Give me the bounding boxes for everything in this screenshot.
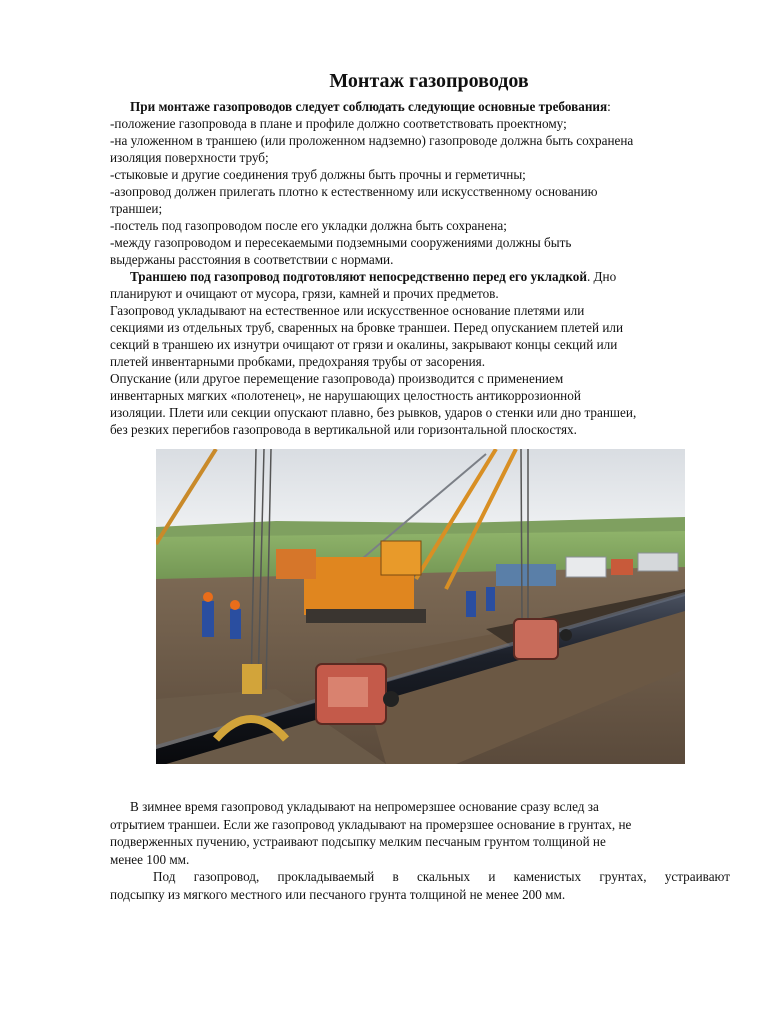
paragraph-line: инвентарных мягких «полотенец», не нарушающих целостность антикоррозионной — [110, 388, 581, 403]
requirement-line: -постель под газопроводом после его укладки должна быть сохранена; — [110, 218, 507, 233]
paragraph-line: без резких перегибов газопровода в вертикальной или горизонтальной плоскостях. — [110, 422, 577, 437]
paragraph-line: Опускание (или другое перемещение газопровода) производится с применением — [110, 371, 564, 386]
pipeline-construction-photo — [156, 449, 685, 764]
requirement-line: -на уложенном в траншею (или проложенном надземно) газопроводе должна быть сохранена — [110, 133, 634, 148]
paragraph-line: подсыпку из мягкого местного или песчаного грунта толщиной не менее 200 мм. — [110, 886, 566, 902]
paragraph-line: секций в траншею их изнутри очищают от грязи и окалины, закрывают концы секций или — [110, 337, 618, 352]
trench-rest: . Дно — [586, 269, 617, 284]
paragraph-line: Под газопровод, прокладываемый в скальных и каменистых грунтах, устраивают — [153, 869, 730, 884]
paragraph-line: В зимнее время газопровод укладывают на непромерзшее основание сразу вслед за — [130, 799, 599, 814]
trench-line — [110, 268, 730, 285]
intro-line — [110, 98, 730, 115]
trench-bold: Траншею под газопровод подготовляют непосредственно перед его укладкой — [130, 269, 587, 284]
paragraph-line: плетей инвентарными пробками, предохраняя трубы от засорения. — [110, 354, 486, 369]
requirement-line: -стыковые и другие соединения труб должны быть прочны и герметичны; — [110, 167, 526, 182]
intro-colon: : — [607, 99, 611, 114]
paragraph-line: Газопровод укладывают на естественное или искусственное основание плетями или — [110, 303, 585, 318]
paragraph-line: подверженных пучению, устраивают подсыпку мелким песчаным грунтом толщиной не — [110, 834, 606, 849]
paragraph-line: изоляции. Плети или секции опускают плавно, без рывков, ударов о стенки или дно траншеи, — [110, 405, 637, 420]
paragraph-line: планируют и очищают от мусора, грязи, камней и прочих предметов. — [110, 286, 499, 301]
requirement-line: -азопровод должен прилегать плотно к естественному или искусственному основанию — [110, 184, 598, 199]
requirements-section — [110, 98, 730, 438]
requirement-line: траншеи; — [110, 201, 163, 216]
page-title: Монтаж газопроводов — [329, 70, 529, 92]
paragraph-line: секциями из отдельных труб, сваренных на бровке траншеи. Перед опусканием плетей или — [110, 320, 624, 335]
paragraph-line: отрытием траншеи. Если же газопровод укладывают на промерзшее основание в грунтах, не — [110, 816, 632, 832]
requirement-line: -положение газопровода в плане и профиле должно соответствовать проектному; — [110, 116, 567, 131]
requirement-line: выдержаны расстояния в соответствии с нормами. — [110, 252, 394, 267]
paragraph-line: менее 100 мм. — [110, 851, 190, 867]
requirement-line: -между газопроводом и пересекаемыми подземными сооружениями должны быть — [110, 235, 572, 250]
intro-bold: При монтаже газопроводов следует соблюдать следующие основные требования — [130, 99, 608, 114]
requirement-line: изоляция поверхности труб; — [110, 150, 269, 165]
winter-section — [110, 798, 730, 903]
